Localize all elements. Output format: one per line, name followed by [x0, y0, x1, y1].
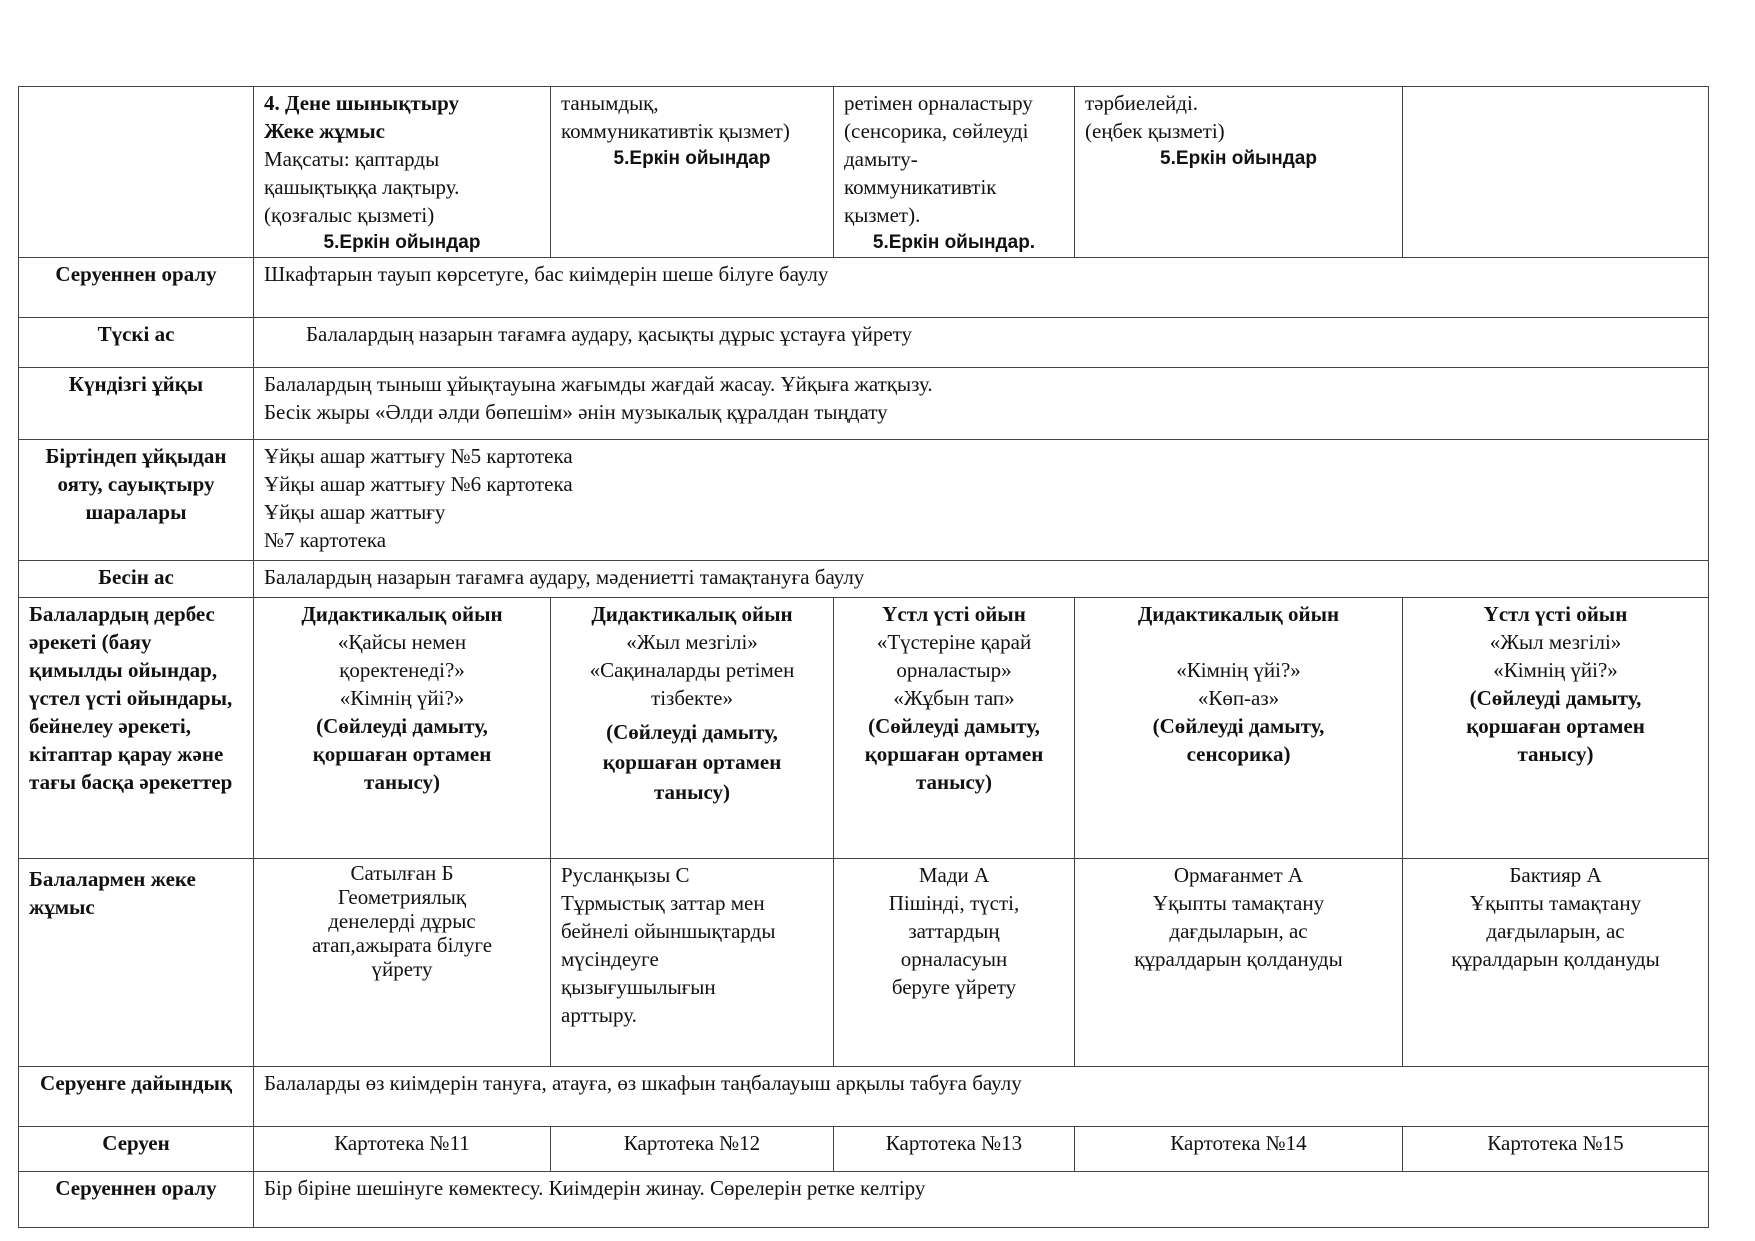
row-label: Серуенге дайындық: [19, 1067, 254, 1127]
task-text: қызығушылығын: [561, 975, 716, 999]
task-text: құралдарын қолдануды: [1134, 947, 1343, 971]
free-play-label: 5.Еркін ойындар: [323, 232, 481, 253]
text-line: Ұйқы ашар жаттығу: [264, 500, 446, 524]
row-text: Бір біріне шешінуге көмектесу. Киімдерін жинау. Сөрелерін ретке келтіру: [254, 1172, 1709, 1228]
row-text: [254, 368, 1709, 440]
activity-type: коммуникативтік қызмет): [561, 119, 790, 143]
free-play-label: 5.Еркін ойындар: [613, 148, 771, 169]
text-line: Ұйқы ашар жаттығу №6 картотека: [264, 472, 573, 496]
area-label: (Сөйлеуді дамыту,: [606, 720, 778, 744]
child-name: Русланқызы С: [561, 863, 690, 887]
text-line: №7 картотека: [264, 528, 387, 552]
row-label: Серуен: [19, 1127, 254, 1172]
cell-wednesday: [834, 87, 1075, 258]
row-label: Балалармен жеке жұмыс: [19, 859, 254, 1067]
walk-card: Картотека №12: [551, 1127, 834, 1172]
row-text: Шкафтарын тауып көрсетуге, бас киімдерін шеше білуге баулу: [254, 258, 1709, 318]
area-label: (Сөйлеуді дамыту,: [1469, 686, 1642, 710]
cell-tuesday: [551, 859, 834, 1067]
game-name: қоректенеді?»: [339, 658, 465, 682]
area-label: қоршаған ортамен: [864, 742, 1044, 766]
area-label: қоршаған ортамен: [602, 750, 782, 774]
task-text: мүсіндеуге: [561, 947, 659, 971]
task-text: бейнелі ойыншықтарды: [561, 919, 776, 943]
area-label: танысу): [915, 770, 993, 794]
cell-friday: [1403, 598, 1709, 859]
row-text: Балалардың назарын тағамға аудару, мәдениетті тамақтануға баулу: [254, 561, 1709, 598]
activity-type: (еңбек қызметі): [1085, 119, 1225, 143]
empty-label-cell: [19, 87, 254, 258]
row-label: Серуеннен оралу: [19, 1172, 254, 1228]
cell-text: дамыту-: [844, 147, 918, 171]
task-text: үйрету: [371, 957, 433, 981]
child-name: Мади А: [918, 863, 990, 887]
game-name: «Қайсы немен: [337, 630, 467, 654]
cell-monday: [254, 598, 551, 859]
cell-text: тәрбиелейді.: [1085, 91, 1199, 115]
table-row-individual-work: [19, 859, 1709, 1067]
task-text: Геометриялық: [337, 885, 467, 909]
area-label: сенсорика): [1186, 742, 1291, 766]
table-row-nap: [19, 368, 1709, 440]
table-row-independent-activity: [19, 598, 1709, 859]
row-label: Біртіндеп ұйқыдан ояту, сауықтыру шаралары: [19, 440, 254, 561]
cell-thursday: [1075, 598, 1403, 859]
row-label: Түскі ас: [19, 318, 254, 368]
task-text: Ұқыпты тамақтану: [1152, 891, 1325, 915]
cell-text: қызмет).: [844, 203, 921, 227]
free-play-label: 5.Еркін ойындар: [1160, 148, 1317, 169]
cell-text: ретімен орналастыру: [844, 91, 1033, 115]
activity-type: (қозғалыс қызметі): [264, 203, 435, 227]
child-name: Сатылған Б: [350, 861, 454, 885]
area-label: танысу): [1517, 742, 1594, 766]
row-text: [254, 440, 1709, 561]
game-name: «Кімнің үйі?»: [1493, 658, 1618, 682]
game-name: «Жұбын тап»: [893, 686, 1015, 710]
task-text: Пішінді, түсті,: [888, 891, 1020, 915]
goal-text: қашықтыққа лақтыру.: [264, 175, 460, 199]
game-name: «Кімнің үйі?»: [339, 686, 465, 710]
area-label: қоршаған ортамен: [1466, 714, 1645, 738]
child-name: Бактияр А: [1509, 863, 1602, 887]
task-text: заттардың: [908, 919, 1000, 943]
cell-monday: [254, 87, 551, 258]
game-name: «Көп-аз»: [1197, 686, 1280, 710]
cell-wednesday: [834, 859, 1075, 1067]
row-label: Серуеннен оралу: [19, 258, 254, 318]
game-type: Дидактикалық ойын: [301, 602, 503, 626]
table-row-wake-up: [19, 440, 1709, 561]
cell-wednesday: [834, 598, 1075, 859]
area-label: қоршаған ортамен: [312, 742, 492, 766]
task-text: дағдыларын, ас: [1169, 919, 1308, 943]
task-text: Ұқыпты тамақтану: [1469, 891, 1642, 915]
free-play-label: 5.Еркін ойындар.: [872, 232, 1036, 253]
cell-friday: [1403, 859, 1709, 1067]
game-name: «Түстеріне қарай: [876, 630, 1032, 654]
row-text: Балалардың назарын тағамға аудару, қасықты дұрыс ұстауға үйрету: [254, 318, 1709, 368]
area-label: (Сөйлеуді дамыту,: [868, 714, 1040, 738]
task-text: арттыру.: [561, 1003, 637, 1027]
text-line: Балалардың тыныш ұйықтауына жағымды жағдай жасау. Ұйқыға жатқызу.: [264, 372, 933, 396]
walk-card: Картотека №13: [834, 1127, 1075, 1172]
task-text: дағдыларын, ас: [1486, 919, 1625, 943]
game-type: Дидактикалық ойын: [591, 602, 793, 626]
cell-text: коммуникативтік: [844, 175, 997, 199]
cell-tuesday: [551, 87, 834, 258]
row-text: Балаларды өз киімдерін тануға, атауға, өз шкафын таңбалауыш арқылы табуға баулу: [254, 1067, 1709, 1127]
goal-text: Мақсаты: қаптарды: [264, 147, 440, 171]
table-row-return-from-walk: [19, 258, 1709, 318]
area-label: танысу): [363, 770, 441, 794]
table-row-walk-prep: [19, 1067, 1709, 1127]
table-row-walk: [19, 1127, 1709, 1172]
game-name: «Кімнің үйі?»: [1176, 658, 1301, 682]
text-line: Ұйқы ашар жаттығу №5 картотека: [264, 444, 573, 468]
game-name: «Жыл мезгілі»: [626, 630, 758, 654]
cell-friday: [1403, 87, 1709, 258]
text-line: Бесік жыры «Әлди әлди бөпешім» әнін музыкалық құралдан тыңдату: [264, 400, 888, 424]
cell-monday: [254, 859, 551, 1067]
game-name: «Жыл мезгілі»: [1489, 630, 1622, 654]
row-label: Балалардың дербес әрекеті (баяу қимылды ойындар, үстел үсті ойындары, бейнелеу әрекеті, кітаптар қарау және тағы басқа әрекеттер: [19, 598, 254, 859]
task-text: беруге үйрету: [891, 975, 1017, 999]
table-row-lunch: [19, 318, 1709, 368]
area-label: танысу): [653, 780, 731, 804]
area-label: (Сөйлеуді дамыту,: [1152, 714, 1325, 738]
task-text: Тұрмыстық заттар мен: [561, 891, 765, 915]
activity-subtitle: Жеке жұмыс: [264, 119, 385, 143]
walk-card: Картотека №11: [254, 1127, 551, 1172]
activity-title: 4. Дене шынықтыру: [264, 91, 460, 115]
walk-card: Картотека №14: [1075, 1127, 1403, 1172]
activity-type: танымдық,: [561, 91, 659, 115]
task-text: орналасуын: [900, 947, 1008, 971]
task-text: денелерді дұрыс: [328, 909, 476, 933]
row-label: Бесін ас: [19, 561, 254, 598]
walk-card: Картотека №15: [1403, 1127, 1709, 1172]
child-name: Ормағанмет А: [1173, 863, 1304, 887]
game-name: орналастыр»: [896, 658, 1012, 682]
game-type: Дидактикалық ойын: [1137, 602, 1340, 626]
cell-text: (сенсорика, сөйлеуді: [844, 119, 1029, 143]
game-name: «Сақиналарды ретімен: [589, 658, 795, 682]
table-row-continuation: [19, 87, 1709, 258]
cell-tuesday: [551, 598, 834, 859]
game-name: тізбекте»: [651, 686, 733, 710]
cell-thursday: [1075, 859, 1403, 1067]
table-row-return-from-walk: [19, 1172, 1709, 1228]
task-text: атап,ажырата білуге: [311, 933, 493, 957]
game-type: Үстл үсті ойын: [1483, 602, 1628, 626]
game-type: Үстл үсті ойын: [882, 602, 1026, 626]
table-row-snack: [19, 561, 1709, 598]
daily-plan-table: [18, 86, 1709, 1228]
cell-thursday: [1075, 87, 1403, 258]
area-label: (Сөйлеуді дамыту,: [316, 714, 488, 738]
row-label: Күндізгі ұйқы: [19, 368, 254, 440]
task-text: құралдарын қолдануды: [1451, 947, 1660, 971]
